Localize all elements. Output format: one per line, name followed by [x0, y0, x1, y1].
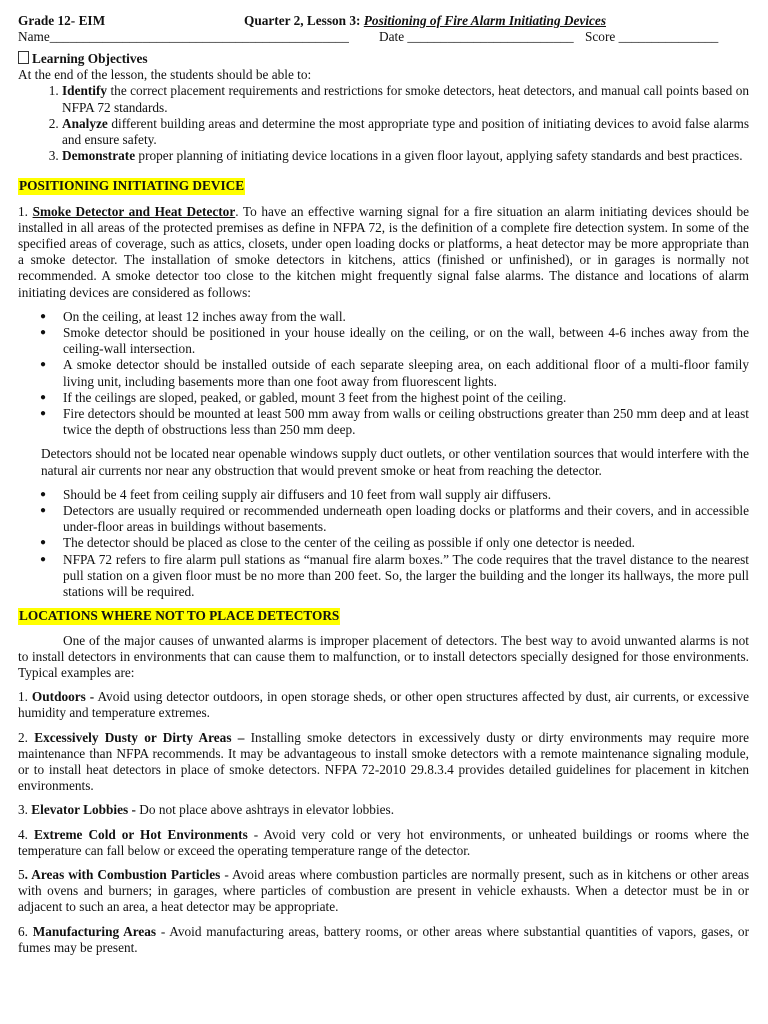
section2-heading [18, 608, 749, 624]
objective-item [62, 116, 749, 148]
item-title: Manufacturing Areas [32, 923, 157, 939]
item-title: Outdoors - [31, 689, 95, 705]
item-title: Excessively Dusty or Dirty Areas – [34, 729, 245, 745]
location-item [18, 827, 749, 859]
objectives-list [18, 83, 749, 164]
objective-text: the correct placement requirements and restrictions for smoke detectors, heat detectors, and manual call points based on NFPA 72 standards. [62, 83, 749, 115]
score-field: Score _______________ [585, 29, 719, 44]
item-text: - Avoid very cold or very hot environments, or unheated buildings or rooms where the temperature can fall below or exceed the operating temperature range of the detector. [18, 826, 749, 858]
item-text: - Avoid areas where combustion particles are normally present, such as in kitchens or other areas with ovens and burners; in garages, where particles of combustion are present in vehicle exhausts. When a detector must be in or adjacent to such an area, a heat detector may be appropriate. [18, 866, 749, 915]
location-item [18, 867, 749, 916]
checkbox-icon [18, 51, 29, 64]
objective-item [62, 83, 749, 115]
lesson-label [244, 13, 606, 29]
item-title: Extreme Cold or Hot Environments [33, 826, 248, 842]
bullet-item: ● Detectors are usually required or recommended underneath open loading docks or platforms and their covers, and in accessible under-floor areas in buildings without basements. [63, 503, 749, 535]
lesson-prefix: Quarter 2, Lesson 3: [244, 13, 364, 28]
section2-intro: One of the major causes of unwanted alarms is improper placement of detectors. The best way to avoid unwanted alarms is not to install detectors in environments that can cause them to malfunction, or to install detectors specially designed for those environments. Typical examples are: [18, 632, 749, 680]
bullet-item: ● NFPA 72 refers to fire alarm pull stations as “manual fire alarm boxes.” The code requires that the travel distance to the nearest pull station on a given floor must be no more than 200 feet. So, the larger the building and the longer its hallways, the more pull stations will be required. [63, 552, 749, 601]
item-number: 3. [18, 802, 32, 818]
bullet-item: ● On the ceiling, at least 12 inches away from the wall. [63, 309, 749, 325]
grade-label: Grade 12- EIM [18, 13, 106, 28]
location-item [18, 802, 749, 818]
sub-title: Smoke Detector and Heat Detector [32, 203, 236, 219]
item-title: Elevator Lobbies - [31, 802, 136, 818]
section1-paragraph [18, 204, 749, 301]
bullet-item: ● Smoke detector should be positioned in your house ideally on the ceiling, or on the wall, between 4-6 inches away from the ceiling-wall intersection. [63, 325, 749, 357]
name-field: Name_____________________________________________ [18, 29, 349, 44]
objectives-title: Learning Objectives [32, 51, 148, 66]
objectives-heading [18, 51, 749, 67]
bullet-item: ● Fire detectors should be mounted at least 500 mm away from walls or ceiling obstructions greater than 250 mm deep and at least twice the depth of obstructions less than 250 mm deep. [63, 406, 749, 438]
section1-heading-text: POSITIONING INITIATING DEVICE [19, 178, 245, 194]
bullet-item: ● If the ceilings are sloped, peaked, or gabled, mount 3 feet from the highest point of the ceiling. [63, 390, 749, 406]
bullet-item: ● A smoke detector should be installed outside of each separate sleeping area, on each additional floor of a multi-floor family living unit, including basements more than one foot away from fluorescent lights. [63, 357, 749, 389]
objective-text: proper planning of initiating device locations in a given floor layout, applying safety standards and best practices. [135, 148, 743, 164]
item-title: . Areas with Combustion Particles [24, 866, 221, 882]
item-text: Installing smoke detectors in excessively dusty or dirty environments may require more maintenance than NFPA recommends. It may be advantageous to install smoke detectors with a remote maintenance signaling module, or to install heat detectors in place of smoke detectors. NFPA 72-2010 29.8.3.4 provides detailed guidelines for placement in kitchen environments. [18, 729, 750, 794]
section2-heading-text: LOCATIONS WHERE NOT TO PLACE DETECTORS [19, 608, 340, 624]
location-item [18, 924, 749, 956]
document-header [18, 13, 749, 29]
placement-bullet-list [18, 309, 749, 439]
sub-number: 1. [18, 203, 33, 219]
location-item [18, 730, 749, 795]
date-field: Date _________________________ [379, 29, 574, 44]
ventilation-paragraph: Detectors should not be located near openable windows supply duct outlets, or other ventilation sources that would interfere with the natural air currents nor near any obstruction that would prevent smoke or heat from reaching the detector. [41, 446, 749, 478]
objective-text: different building areas and determine the most appropriate type and position of initiating devices to avoid false alarms and ensure safety. [62, 115, 749, 148]
item-number: 1. [18, 689, 32, 705]
item-text: - Avoid manufacturing areas, battery rooms, or other areas where substantial quantities of vapors, gases, or fumes may be present. [18, 923, 750, 955]
objective-item [62, 148, 749, 164]
item-number: 6. [18, 923, 33, 939]
lesson-title: Positioning of Fire Alarm Initiating Devices [363, 13, 606, 28]
objective-verb: Identify [62, 83, 108, 99]
objective-verb: Demonstrate [62, 148, 136, 164]
location-item [18, 689, 749, 721]
objective-verb: Analyze [62, 115, 108, 131]
section1-text: . To have an effective warning signal for a fire situation an alarm initiating devices should be installed in all areas of the protected premises as define in NFPA 72, is the definition of a complete fire detection system. In some of the specified areas of coverage, such as attics, closets, under open loading docks or platforms, a heat detector may be more appropriate than a smoke detector. The installation of smoke detectors in kitchens, attics (finished or unfinished), or in garages is normally not recommended. A smoke detector too close to the kitchen might frequently signal false alarms. The distance and locations of alarm initiating devices are considered as follows: [18, 203, 750, 300]
item-number: 5 [18, 866, 25, 882]
item-text: Do not place above ashtrays in elevator lobbies. [135, 802, 395, 818]
item-number: 2. [18, 729, 35, 745]
item-text: Avoid using detector outdoors, in open storage sheds, or other open structures affected by dust, air currents, or excessive humidity and temperature extremes. [18, 689, 750, 721]
bullet-item: ● Should be 4 feet from ceiling supply air diffusers and 10 feet from wall supply air diffusers. [63, 487, 749, 503]
item-number: 4. [18, 826, 34, 842]
diffuser-bullet-list [18, 487, 749, 600]
not-to-place-list [18, 681, 749, 956]
bullet-item: ● The detector should be placed as close to the center of the ceiling as possible if only one detector is needed. [63, 535, 749, 551]
objectives-intro: At the end of the lesson, the students should be able to: [18, 67, 312, 83]
section1-heading [18, 178, 749, 194]
student-info-line [18, 29, 749, 47]
